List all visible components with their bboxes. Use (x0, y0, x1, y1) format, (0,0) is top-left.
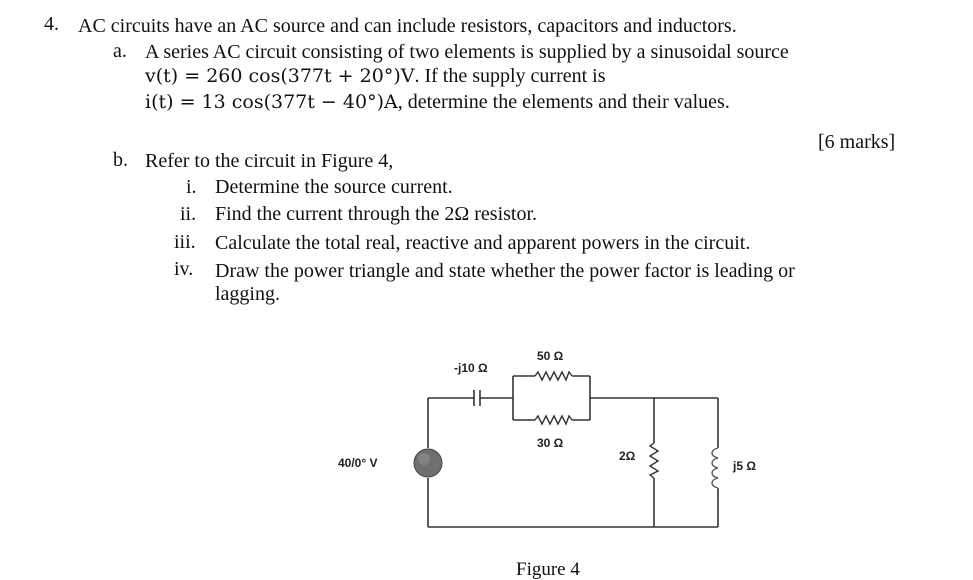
part-b-item-iv-num: iv. (174, 258, 194, 280)
part-a-line3-text: , determine the elements and their values. (397, 91, 730, 113)
resistor-2-zigzag (650, 443, 658, 478)
part-b-item-i-num: i. (186, 176, 197, 198)
part-b-item-ii-num: ii. (180, 203, 197, 225)
figure-caption: Figure 4 (516, 559, 580, 580)
part-b-item-iii-text: Calculate the total real, reactive and apparent powers in the circuit. (215, 232, 751, 254)
resistor-50-label: 50 Ω (537, 349, 564, 363)
voltage-equation: v(t) = 260 cos(377t + 20°)V (145, 65, 415, 87)
source-label: 40/0° V (338, 456, 378, 470)
part-a-label: a. (113, 40, 127, 62)
capacitor-label: -j10 Ω (454, 361, 488, 375)
question-heading: AC circuits have an AC source and can include resistors, capacitors and inductors. (78, 15, 737, 37)
resistor-30-label: 30 Ω (537, 436, 564, 450)
part-b-item-i-text: Determine the source current. (215, 176, 453, 198)
current-equation: i(t) = 13 cos(377t − 40°)A (145, 91, 398, 113)
inductor-coil (712, 448, 718, 488)
part-a-line1: A series AC circuit consisting of two elements is supplied by a sinusoidal source (145, 41, 789, 63)
part-b-item-iv-text: Draw the power triangle and state whether the power factor is leading or (215, 260, 795, 282)
part-a-line2-text: . If the supply current is (414, 65, 606, 87)
part-b-item-iii-num: iii. (174, 231, 196, 253)
resistor-2-label: 2Ω (619, 449, 636, 463)
question-number: 4. (44, 13, 59, 35)
resistor-30-zigzag (535, 416, 572, 424)
part-a-marks: [6 marks] (818, 131, 896, 153)
part-b-intro: Refer to the circuit in Figure 4, (145, 150, 394, 172)
part-b-item-iv-cont: lagging. (215, 283, 280, 305)
part-b-item-ii-text: Find the current through the 2Ω resistor. (215, 203, 538, 225)
part-b-label: b. (113, 149, 128, 171)
resistor-50-zigzag (535, 372, 572, 380)
inductor-label: j5 Ω (733, 459, 756, 473)
